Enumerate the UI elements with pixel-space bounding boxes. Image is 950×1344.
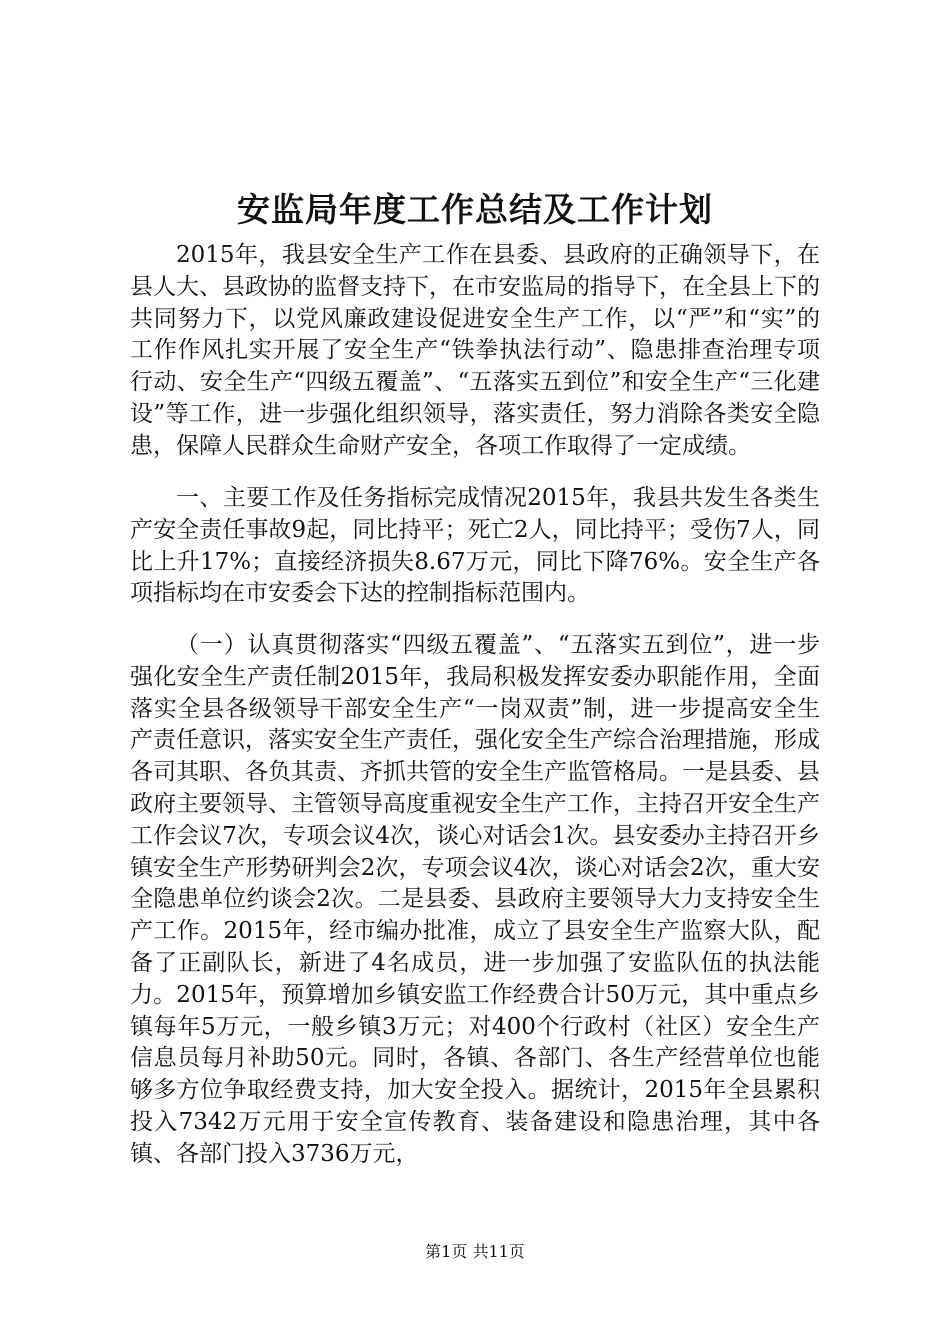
paragraph-intro: 2015年，我县安全生产工作在县委、县政府的正确领导下，在县人大、县政协的监督支持下，在市安监局的指导下，在全县上下的共同努力下，以党风廉政建设促进安全生产工作，以“严”和“实”的工作作风扎实开展了安全生产“铁拳执法行动”、隐患排查治理专项行动、安全生产“四级五覆盖”、“五落实五到位”和安全生产“三化建设”等工作，进一步强化组织领导，落实责任，努力消除各类安全隐患，保障人民群众生命财产安全，各项工作取得了一定成绩。 (130, 242, 820, 459)
document-title: 安监局年度工作总结及工作计划 (237, 190, 713, 229)
paragraph-subsection-one: （一）认真贯彻落实“四级五覆盖”、“五落实五到位”，进一步强化安全生产责任制2015年，我局积极发挥安委办职能作用，全面落实全县各级领导干部安全生产“一岗双责”制，进一步提高安全生产责任意识，落实安全生产责任，强化安全生产综合治理措施，形成各司其职、各负其责、齐抓共管的安全生产监管格局。一是县委、县政府主要领导、主管领导高度重视安全生产工作，主持召开安全生产工作会议7次，专项会议4次，谈心对话会1次。县安委办主持召开乡镇安全生产形势研判会2次，专项会议4次，谈心对话会2次，重大安全隐患单位约谈会2次。二是县委、县政府主要领导大力支持安全生产工作。2015年，经市编办批准，成立了县安全生产监察大队，配备了正副队长，新进了4名成员，进一步加强了安监队伍的执法能力。2015年，预算增加乡镇安监工作经费合计50万元，其中重点乡镇每年5万元，一般乡镇3万元；对400个行政村（社区）安全生产信息员每月补助50元。同时，各镇、各部门、各生产经营单位也能够多方位争取经费支持，加大安全投入。据统计，2015年全县累积投入7342万元用于安全宣传教育、装备建设和隐患治理，其中各镇、各部门投入3736万元， (130, 632, 820, 1167)
page-number: 第1页 共11页 (425, 1242, 525, 1261)
paragraph-section-one: 一、主要工作及任务指标完成情况2015年，我县共发生各类生产安全责任事故9起，同比持平；死亡2人，同比持平；受伤7人，同比上升17%；直接经济损失8.67万元，同比下降76%。安全生产各项指标均在市安委会下达的控制指标范围内。 (130, 485, 820, 607)
